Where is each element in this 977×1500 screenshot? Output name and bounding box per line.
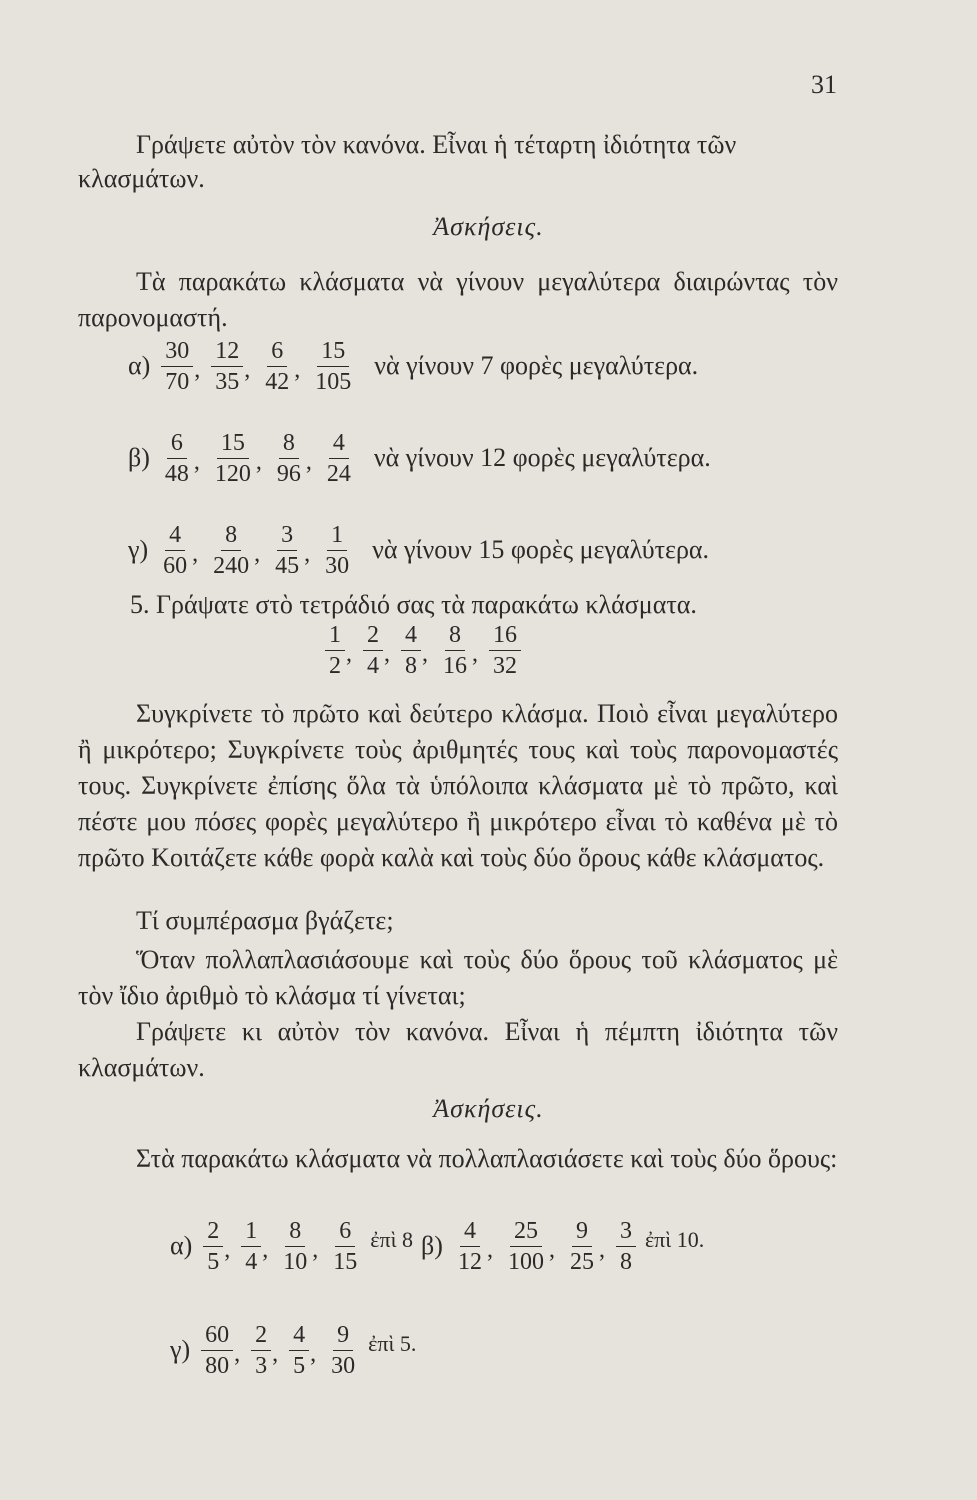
exercises-heading-2: Ἀσκήσεις. bbox=[433, 1094, 544, 1123]
separator: , bbox=[304, 540, 311, 567]
separator: , bbox=[486, 1236, 493, 1263]
fraction bbox=[159, 523, 191, 578]
numerator: 8 bbox=[221, 523, 241, 551]
row-instruction-b: ἐπὶ 10. bbox=[644, 1227, 705, 1252]
fraction bbox=[311, 339, 355, 394]
numerator: 8 bbox=[445, 623, 465, 651]
numerator: 60 bbox=[201, 1323, 233, 1351]
intro-paragraph bbox=[78, 128, 838, 196]
separator: , bbox=[294, 356, 301, 383]
separator: , bbox=[192, 540, 199, 567]
row-label-c: γ) bbox=[170, 1335, 191, 1364]
numerator: 16 bbox=[489, 623, 521, 651]
row-instruction-c: ἐπὶ 5. bbox=[368, 1331, 417, 1356]
fraction-list-c bbox=[198, 1323, 362, 1378]
separator: , bbox=[254, 540, 261, 567]
row-label: β) bbox=[128, 443, 150, 472]
numerator: 9 bbox=[572, 1219, 592, 1247]
page-number: 31 bbox=[811, 70, 837, 99]
denominator: 80 bbox=[205, 1352, 230, 1379]
fraction-list bbox=[158, 431, 358, 486]
numerator: 4 bbox=[401, 623, 421, 651]
fraction-list-b bbox=[451, 1219, 639, 1274]
denominator: 25 bbox=[569, 1248, 594, 1275]
denominator: 48 bbox=[164, 460, 189, 487]
exercise-2-text: Στὰ παρακάτω κλάσματα νὰ πολλαπλασιάσετε καὶ τοὺς δύο ὅρους: bbox=[136, 1144, 838, 1173]
fraction bbox=[454, 1219, 486, 1274]
row-label: γ) bbox=[128, 535, 149, 564]
denominator: 8 bbox=[619, 1248, 632, 1275]
compare-paragraph: Συγκρίνετε τὸ πρῶτο καὶ δεύτερο κλάσμα. Ποιὸ εἶναι μεγαλύτερο ἢ μικρότερο; Συγκρίνετε τοὺς ἀριθμητές τους καὶ τοὺς παρονομαστές τους. Συγκρίνετε ἐπίσης ὅλα τὰ ὑπόλοιπα κλάσματα μὲ τὸ πρῶτο, καὶ πέστε μου πόσες φορὲς μεγαλύτερο ἢ μικρότερο εἶναι τὸ καθένα μὲ τὸ πρῶτο Κοιτάζετε κάθε φορὰ καλὰ καὶ τοὺς δύο ὅρους κάθε κλάσματος. bbox=[78, 699, 838, 872]
fraction bbox=[161, 339, 193, 394]
denominator: 45 bbox=[275, 552, 300, 579]
row-instruction: νὰ γίνουν 12 φορὲς μεγαλύτερα. bbox=[373, 443, 711, 472]
denominator: 24 bbox=[326, 460, 351, 487]
row-label-b: β) bbox=[421, 1231, 443, 1260]
numerator: 15 bbox=[217, 431, 249, 459]
denominator: 105 bbox=[315, 368, 352, 395]
denominator: 120 bbox=[214, 460, 251, 487]
rule-paragraph: Ὅταν πολλαπλασιάσουμε καὶ τοὺς δύο ὅρους τοῦ κλάσματος μὲ τὸν ἴδιο ἀριθμὸ τὸ κλάσμα τί γίνεται; bbox=[78, 945, 838, 1010]
exercises-heading-1: Ἀσκήσεις. bbox=[433, 212, 544, 241]
numerator: 8 bbox=[279, 431, 299, 459]
numerator: 6 bbox=[335, 1219, 355, 1247]
numerator: 2 bbox=[363, 623, 383, 651]
exercise-2-row-ab bbox=[170, 1214, 712, 1278]
denominator: 15 bbox=[333, 1248, 358, 1275]
denominator: 32 bbox=[493, 652, 517, 679]
fraction bbox=[323, 431, 355, 486]
fraction bbox=[261, 339, 293, 394]
denominator: 4 bbox=[245, 1248, 258, 1275]
fraction bbox=[616, 1219, 636, 1274]
fraction bbox=[289, 1323, 309, 1378]
fraction bbox=[327, 1323, 359, 1378]
numerator: 8 bbox=[285, 1219, 305, 1247]
separator: , bbox=[255, 448, 262, 475]
denominator: 42 bbox=[265, 368, 290, 395]
numerator: 1 bbox=[325, 623, 345, 651]
numerator: 25 bbox=[510, 1219, 542, 1247]
fraction bbox=[325, 623, 345, 678]
denominator: 12 bbox=[457, 1248, 482, 1275]
fraction bbox=[271, 523, 303, 578]
separator: , bbox=[598, 1236, 605, 1263]
question-paragraph: Τί συμπέρασμα βγάζετε; bbox=[136, 906, 394, 935]
fraction bbox=[401, 623, 421, 678]
separator: , bbox=[312, 1236, 319, 1263]
fraction bbox=[329, 1219, 361, 1274]
row-label: α) bbox=[128, 351, 151, 380]
fraction-list-a bbox=[200, 1219, 364, 1274]
exercise-5-fractions bbox=[322, 618, 524, 682]
numerator: 6 bbox=[167, 431, 187, 459]
denominator: 70 bbox=[165, 368, 190, 395]
denominator: 10 bbox=[283, 1248, 308, 1275]
denominator: 5 bbox=[293, 1352, 306, 1379]
denominator: 2 bbox=[329, 652, 341, 679]
fraction bbox=[489, 623, 521, 678]
numerator: 4 bbox=[289, 1323, 309, 1351]
fraction bbox=[273, 431, 305, 486]
numerator: 3 bbox=[277, 523, 297, 551]
exercise-5-text: 5. Γράψατε στὸ τετράδιό σας τὰ παρακάτω κλάσματα. bbox=[130, 590, 697, 619]
numerator: 4 bbox=[329, 431, 349, 459]
denominator: 35 bbox=[215, 368, 240, 395]
fraction bbox=[241, 1219, 261, 1274]
fraction bbox=[321, 523, 353, 578]
separator: , bbox=[234, 1340, 241, 1367]
write-rule-paragraph: Γράψετε κι αὐτὸν τὸν κανόνα. Εἶναι ἡ πέμπτη ἰδιότητα τῶν κλασμάτων. bbox=[78, 1017, 838, 1082]
separator: , bbox=[262, 1236, 269, 1263]
separator: , bbox=[305, 448, 312, 475]
fraction bbox=[566, 1219, 598, 1274]
separator: , bbox=[548, 1236, 555, 1263]
numerator: 15 bbox=[317, 339, 349, 367]
separator: , bbox=[422, 640, 428, 667]
denominator: 3 bbox=[255, 1352, 268, 1379]
numerator: 4 bbox=[165, 523, 185, 551]
row-instruction: νὰ γίνουν 7 φορὲς μεγαλύτερα. bbox=[374, 351, 699, 380]
numerator: 1 bbox=[241, 1219, 261, 1247]
exercise-1-row-b bbox=[128, 426, 711, 490]
separator: , bbox=[346, 640, 352, 667]
denominator: 96 bbox=[276, 460, 301, 487]
fraction-list bbox=[322, 623, 524, 678]
fraction bbox=[209, 523, 253, 578]
fraction bbox=[439, 623, 471, 678]
fraction bbox=[203, 1219, 223, 1274]
numerator: 2 bbox=[203, 1219, 223, 1247]
fraction-list bbox=[156, 523, 356, 578]
intro-line-1: Γράψετε αὐτὸν τὸν κανόνα. Εἶναι ἡ τέταρτη ἰδιότητα τῶν bbox=[136, 130, 737, 159]
separator: , bbox=[310, 1340, 317, 1367]
denominator: 240 bbox=[213, 552, 250, 579]
denominator: 60 bbox=[163, 552, 188, 579]
separator: , bbox=[194, 356, 201, 383]
denominator: 30 bbox=[325, 552, 350, 579]
row-instruction-a: ἐπὶ 8 bbox=[370, 1227, 414, 1252]
denominator: 5 bbox=[207, 1248, 220, 1275]
exercise-1-row-c bbox=[128, 518, 709, 582]
numerator: 9 bbox=[333, 1323, 353, 1351]
separator: , bbox=[272, 1340, 279, 1367]
numerator: 1 bbox=[327, 523, 347, 551]
numerator: 2 bbox=[251, 1323, 271, 1351]
fraction-list bbox=[158, 339, 358, 394]
fraction bbox=[251, 1323, 271, 1378]
fraction bbox=[279, 1219, 311, 1274]
denominator: 16 bbox=[443, 652, 467, 679]
fraction bbox=[211, 431, 255, 486]
fraction bbox=[161, 431, 193, 486]
separator: , bbox=[384, 640, 390, 667]
exercise-2-row-c bbox=[170, 1318, 424, 1382]
denominator: 8 bbox=[405, 652, 417, 679]
denominator: 30 bbox=[331, 1352, 356, 1379]
separator: , bbox=[472, 640, 478, 667]
row-label-a: α) bbox=[170, 1231, 193, 1260]
denominator: 4 bbox=[367, 652, 379, 679]
numerator: 6 bbox=[267, 339, 287, 367]
row-instruction: νὰ γίνουν 15 φορὲς μεγαλύτερα. bbox=[372, 535, 710, 564]
fraction bbox=[211, 339, 243, 394]
exercise-1-text: Τὰ παρακάτω κλάσματα νὰ γίνουν μεγαλύτερα διαιρώντας τὸν παρονομαστή. bbox=[78, 267, 838, 332]
denominator: 100 bbox=[507, 1248, 544, 1275]
fraction bbox=[363, 623, 383, 678]
fraction bbox=[504, 1219, 548, 1274]
numerator: 3 bbox=[616, 1219, 636, 1247]
numerator: 30 bbox=[161, 339, 193, 367]
exercise-1-row-a bbox=[128, 334, 698, 398]
numerator: 12 bbox=[211, 339, 243, 367]
numerator: 4 bbox=[460, 1219, 480, 1247]
separator: , bbox=[224, 1236, 231, 1263]
fraction bbox=[201, 1323, 233, 1378]
separator: , bbox=[244, 356, 251, 383]
separator: , bbox=[193, 448, 200, 475]
intro-line-2: κλασμάτων. bbox=[78, 164, 205, 193]
